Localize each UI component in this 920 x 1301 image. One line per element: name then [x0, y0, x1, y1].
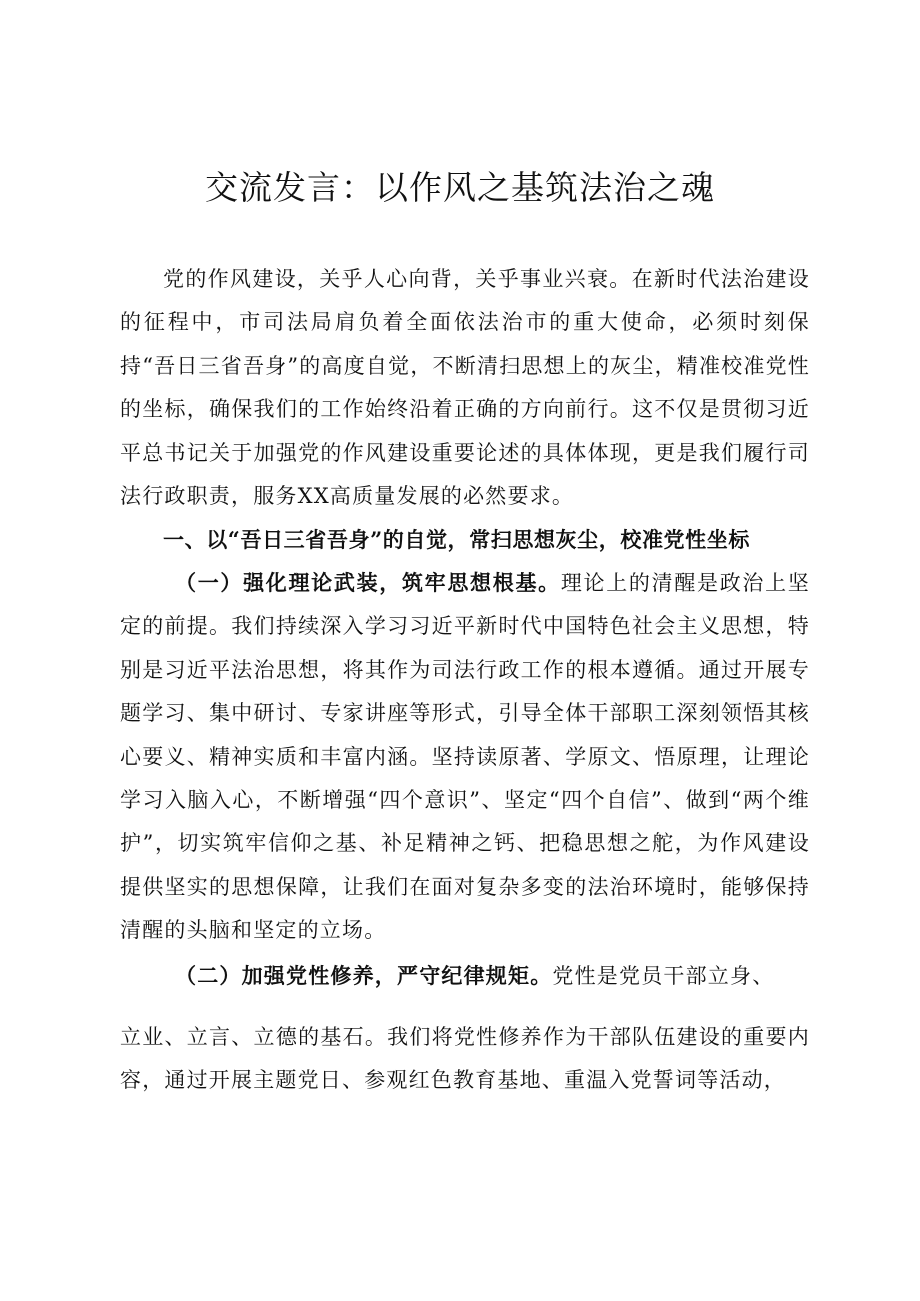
- subsection-1-paragraph: [120, 561, 810, 953]
- subsection-2-text-line1: 党性是党员干部立身、: [552, 964, 775, 988]
- subsection-1-heading: （一）强化理论武装，筑牢思想根基。: [175, 570, 561, 595]
- subsection-2-heading: （二）加强党性修养，严守纪律规矩。: [175, 963, 553, 988]
- document-title: 交流发言：以作风之基筑法治之魂: [205, 168, 715, 207]
- intro-paragraph: 党的作风建设，关乎人心向背，关乎事业兴衰。在新时代法治建设的征程中，市司法局肩负着全面依法治市的重大使命，必须时刻保持“吾日三省吾身”的高度自觉，不断清扫思想上的灰尘，精准校准党性的坐标，确保我们的工作始终沿着正确的方向前行。这不仅是贯彻习近平总书记关于加强党的作风建设重要论述的具体体现，更是我们履行司法行政职责，服务XX高质量发展的必然要求。: [120, 267, 810, 509]
- subsection-2-continuation: 立业、立言、立德的基石。我们将党性修养作为干部队伍建设的重要内容，通过开展主题党日、参观红色教育基地、重温入党誓词等活动，: [120, 1025, 810, 1093]
- subsection-2-paragraph: [120, 954, 810, 998]
- subsection-1-text: 理论上的清醒是政治上坚定的前提。我们持续深入学习习近平新时代中国特色社会主义思想，特别是习近平法治思想，将其作为司法行政工作的根本遵循。通过开展专题学习、集中研讨、专家讲座等形式，引导全体干部职工深刻领悟其核心要义、精神实质和丰富内涵。坚持读原著、学原文、悟原理，让理论学习入脑入心，不断增强“四个意识”、坚定“四个自信”、做到“两个维护”，切实筑牢信仰之基、补足精神之钙、把稳思想之舵，为作风建设提供坚实的思想保障，让我们在面对复杂多变的法治环境时，能够保持清醒的头脑和坚定的立场。: [120, 571, 811, 943]
- section-heading-1: 一、以“吾日三省吾身”的自觉，常扫思想灰尘，校准党性坐标: [163, 527, 750, 552]
